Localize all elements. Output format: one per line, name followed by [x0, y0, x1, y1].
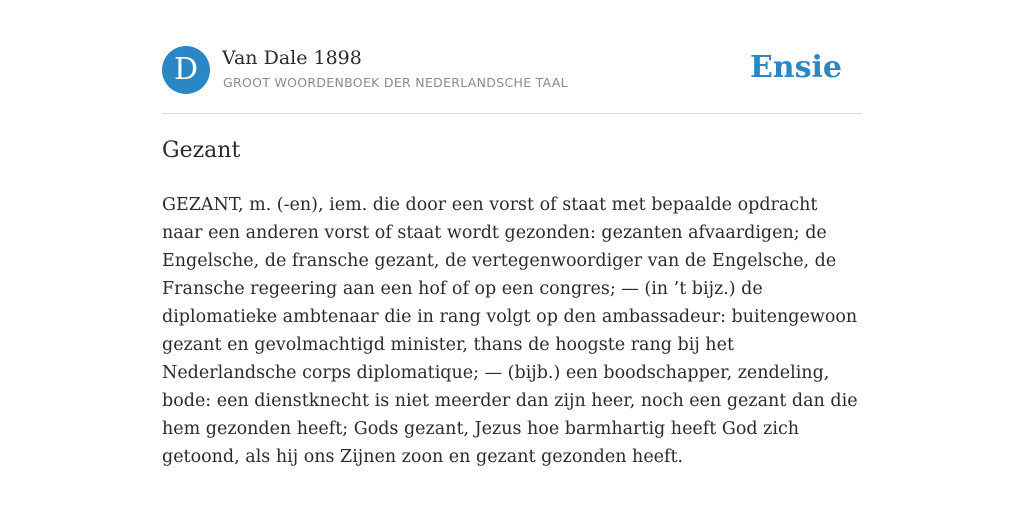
source-logo: D — [162, 46, 210, 94]
header — [162, 46, 862, 96]
divider — [162, 113, 862, 114]
entry-definition: GEZANT, m. (-en), iem. die door een vorst of staat met bepaalde opdracht naar een anderen vorst of staat wordt gezonden: gezanten afvaardigen; de Engelsche, de fransche gezant, de vertegenwoordiger van de Engelsche, de Fransche regeering aan een hof of op een congres; — (in ’t bijz.) de diplomatieke ambtenaar die in rang volgt op den ambassadeur: buitengewoon gezant en gevolmachtigd minister, thans de hoogste rang bij het Nederlandsche corps diplomatique; — (bijb.) een boodschapper, zendeling, bode: een dienstknecht is niet meerder dan zijn heer, noch een gezant dan die hem gezonden heeft; Gods gezant, Jezus hoe barmhartig heeft God zich getoond, als hij ons Zijnen zoon en gezant gezonden heeft. — [162, 195, 858, 467]
entry-card — [162, 0, 862, 512]
entry-title: Gezant — [162, 138, 241, 163]
source-title: Van Dale 1898 — [222, 47, 362, 69]
brand-logo[interactable]: Ensie — [749, 50, 842, 85]
source-subtitle: GROOT WOORDENBOEK DER NEDERLANDSCHE TAAL — [223, 75, 568, 90]
